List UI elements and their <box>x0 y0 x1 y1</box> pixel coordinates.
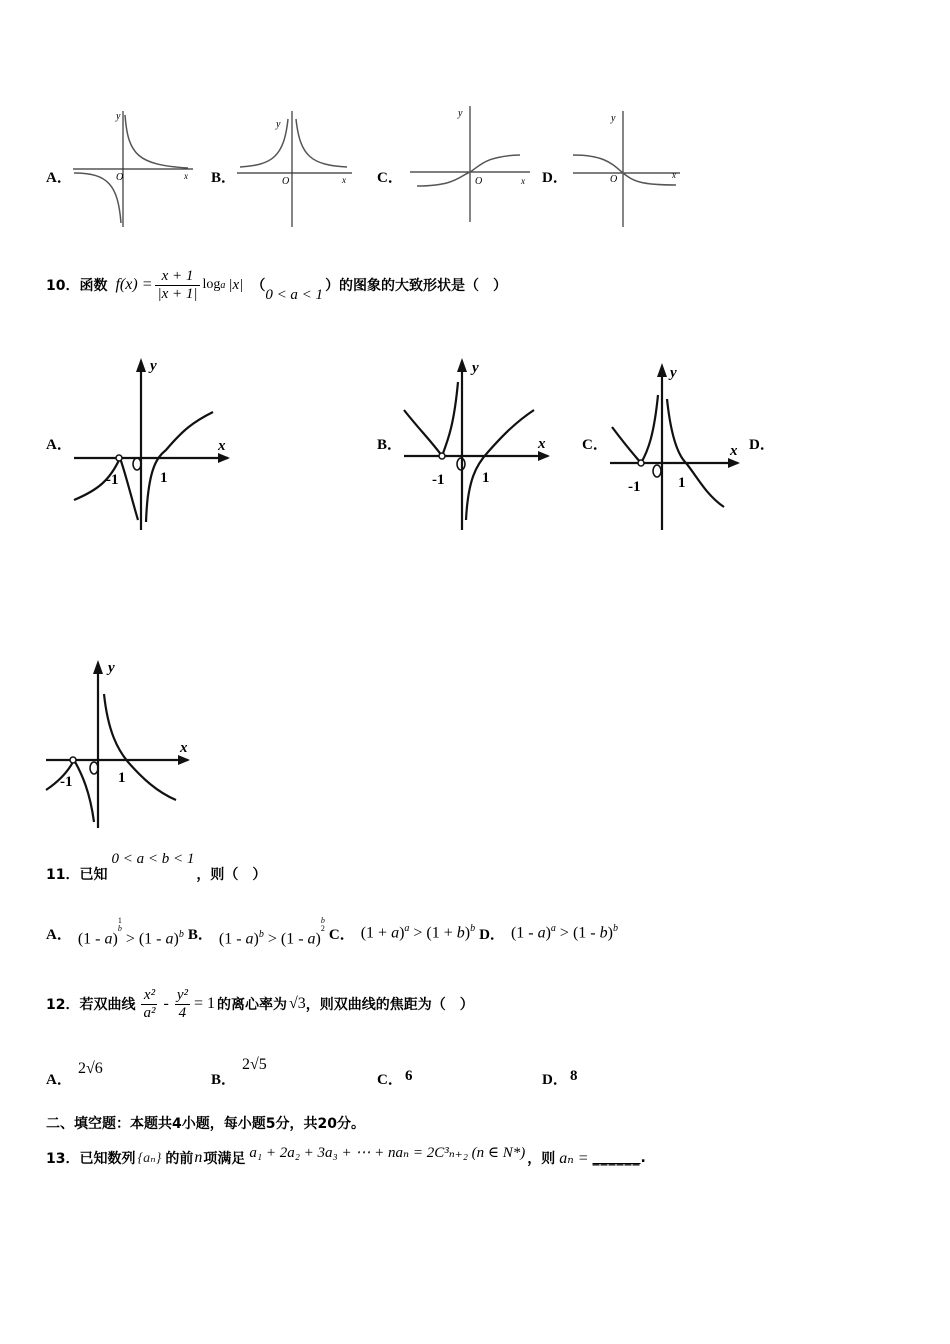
q12-option-a: 2√6 <box>78 1060 103 1077</box>
q10-option-c-label: C． <box>582 437 608 453</box>
q11-option-a-label: A． <box>46 926 72 943</box>
q10-d-origin <box>90 762 98 774</box>
q9-option-d-label: D． <box>542 170 568 186</box>
q10-condition: 0 < a < 1 <box>265 286 324 303</box>
q13-condition: a₁ + 2a₂ + 3a₃ + ⋯ + naₙ = 2C³ₙ₊₂ (n ∈ N*) <box>249 1144 526 1161</box>
q10-d-y-label: y <box>108 660 115 676</box>
q12-option-c-label: C． <box>377 1072 403 1088</box>
q12-option-c: 6 <box>405 1068 413 1084</box>
q10-b-minus1: -1 <box>432 472 445 488</box>
q10-log-base: a <box>220 279 226 291</box>
q12-frac1-den: a² <box>143 1004 156 1021</box>
q10-graph-a <box>68 350 238 535</box>
q10-log: log <box>202 277 221 292</box>
q12-option-b: 2√5 <box>242 1056 267 1073</box>
q9-c-x-label: x <box>521 176 525 186</box>
q11-options <box>46 918 618 948</box>
q10-graph-b <box>398 350 558 535</box>
q12-frac1-num: x² <box>141 987 157 1005</box>
q10-a-minus1: -1 <box>106 472 119 488</box>
q9-a-x-label: x <box>184 171 188 181</box>
q10-c-minus1: -1 <box>628 479 641 495</box>
q12-option-d: 8 <box>570 1068 578 1084</box>
q13-mid1: 的前 <box>165 1151 194 1167</box>
q13-number: 13． <box>46 1151 80 1167</box>
q10-b-x-label: x <box>538 436 546 452</box>
q9-a-origin: O <box>116 172 124 183</box>
q12-frac1 <box>141 987 157 1022</box>
q12-frac2 <box>175 987 190 1022</box>
q10-graph-d <box>42 652 202 832</box>
q13-lead: 已知数列 <box>79 1151 136 1167</box>
q11-number: 11． <box>46 867 80 883</box>
q10-d-x-label: x <box>180 740 188 756</box>
q10-b-one: 1 <box>482 470 490 486</box>
q12-stem <box>46 978 474 1030</box>
q12-frac2-den: 4 <box>178 1004 187 1021</box>
q13-ask: aₙ = <box>559 1150 589 1167</box>
q10-frac-den: |x + 1| <box>157 285 198 302</box>
q10-c-x-label: x <box>730 443 738 459</box>
q12-lead: 若双曲线 <box>79 997 136 1013</box>
q9-a-y-label: y <box>116 111 121 122</box>
q11-tail: ，则（ ） <box>196 867 267 883</box>
q9-c-origin: O <box>475 176 483 187</box>
q9-graph-c <box>405 100 535 225</box>
q9-option-b-label: B． <box>211 170 237 186</box>
q10-number: 10． <box>46 278 80 294</box>
q12-rhs: = 1 <box>193 995 215 1012</box>
q11-option-d-label: D． <box>479 926 505 943</box>
q9-graph-b <box>232 105 357 230</box>
q11-option-b: (1 - a)$^b$ > (1 - a)$^{b 2}$ <box>218 916 325 948</box>
q10-d-minus1: -1 <box>60 774 73 790</box>
q9-b-origin: O <box>282 176 290 187</box>
q10-a-y-label: y <box>150 358 157 374</box>
q12-frac2-num: y² <box>176 986 188 1003</box>
q10-stem <box>46 260 507 310</box>
q11-lead: 已知 <box>79 867 108 883</box>
q10-a-origin <box>133 458 141 470</box>
q12-number: 12． <box>46 997 80 1013</box>
q13-end: . <box>640 1150 646 1166</box>
q10-c-origin <box>653 465 661 477</box>
q10-option-d-label: D． <box>749 437 775 453</box>
q13-tail: ，则 <box>527 1151 556 1167</box>
q12-option-b-label: B． <box>211 1072 237 1088</box>
q11-option-c: $(1 + a)^a > (1 + b)^b$ <box>360 923 476 942</box>
q11-option-c-label: C． <box>328 926 355 943</box>
q11-condition: 0 < a < b < 1 <box>111 851 195 867</box>
q11-option-d: (1 - a)$^a$ > (1 - b)$^b$ <box>510 923 618 942</box>
q10-graph-c <box>606 355 748 535</box>
q12-option-a-label: A． <box>46 1072 72 1088</box>
q9-d-origin: O <box>610 174 618 185</box>
q13-n: n <box>194 1149 203 1166</box>
q9-graph-d <box>568 105 688 230</box>
q11-stem <box>46 850 266 884</box>
q9-d-x-label: x <box>672 170 676 180</box>
q10-frac-num: x + 1 <box>155 268 199 286</box>
q9-b-y-label: y <box>276 119 281 130</box>
q13-seq: {aₙ} <box>137 1150 162 1166</box>
section-2-title: 二、填空题：本题共4小题，每小题5分，共20分。 <box>46 1116 365 1132</box>
q11-option-b-label: B． <box>187 926 213 943</box>
q9-option-c-label: C． <box>377 170 403 186</box>
q10-a-one: 1 <box>160 470 168 486</box>
q10-tail: ）的图象的大致形状是（ ） <box>325 278 508 294</box>
q11-option-a: (1 - a)$^{1 b}$ > (1 - a)$^b$ <box>77 916 184 948</box>
q9-option-a-label: A． <box>46 170 72 186</box>
q10-log-arg: |x| <box>228 276 244 293</box>
q10-option-b-label: B． <box>377 437 403 453</box>
q10-d-one: 1 <box>118 770 126 786</box>
q10-func-lhs: f(x) = <box>115 276 153 293</box>
q10-option-a-label: A． <box>46 437 72 453</box>
q12-option-d-label: D． <box>542 1072 568 1088</box>
q10-b-y-label: y <box>472 360 479 376</box>
q10-lead: 函数 <box>79 278 108 294</box>
q13-blank[interactable]: ______ <box>592 1150 641 1166</box>
q12-minus: - <box>163 995 169 1012</box>
q13-stem <box>46 1140 646 1176</box>
q13-mid2: 项满足 <box>203 1151 246 1167</box>
q9-c-y-label: y <box>458 108 463 119</box>
q12-mid: 的离心率为 <box>217 997 287 1013</box>
q9-b-x-label: x <box>342 175 346 185</box>
q9-d-y-label: y <box>611 113 616 124</box>
q12-ecc: √3 <box>289 995 306 1012</box>
q12-tail: ，则双曲线的焦距为（ ） <box>305 997 474 1013</box>
q10-fraction <box>155 268 199 303</box>
q10-c-one: 1 <box>678 475 686 491</box>
q9-graph-a <box>68 105 198 230</box>
q10-a-x-label: x <box>218 438 226 454</box>
q10-c-y-label: y <box>670 365 677 381</box>
q10-cond-open: （ <box>251 278 266 294</box>
